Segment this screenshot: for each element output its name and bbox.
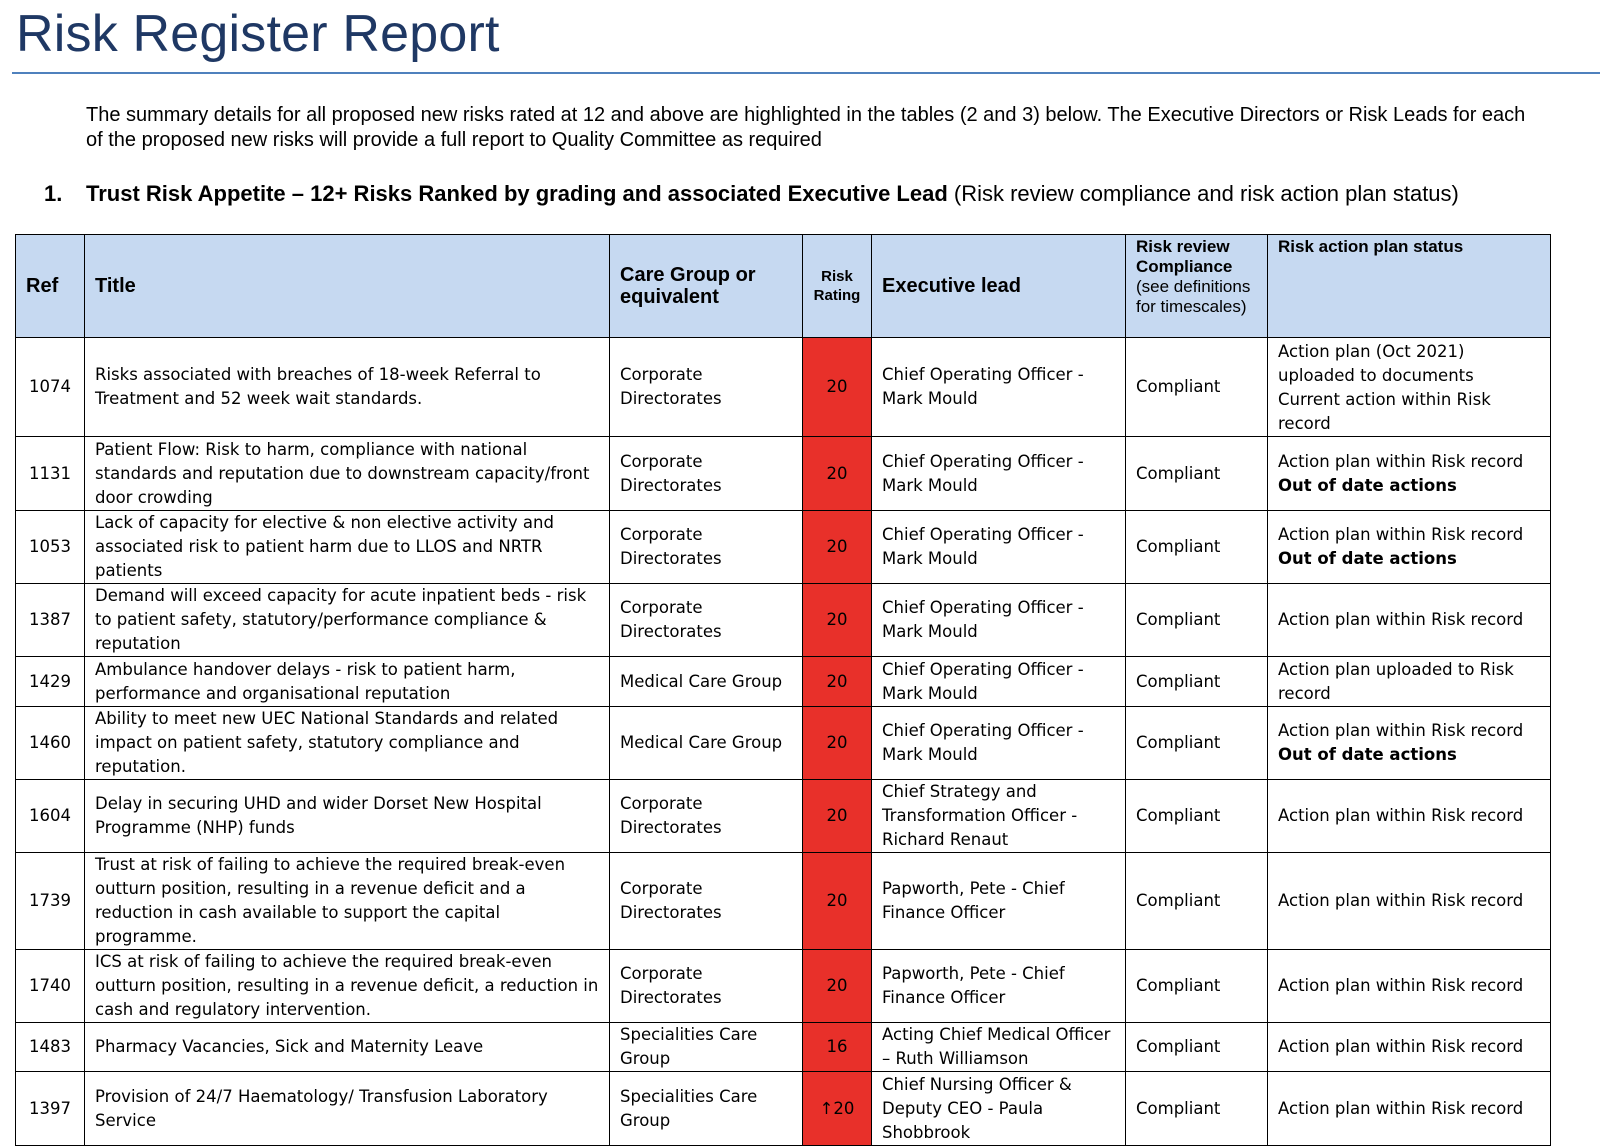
care-group: Specialities Care Group	[610, 1072, 803, 1146]
action-plan-status	[1268, 657, 1551, 707]
risk-rating: 20	[803, 657, 872, 707]
compliance-status: Compliant	[1126, 950, 1268, 1023]
risk-rating: ↑20	[803, 1072, 872, 1146]
action-plan-status	[1268, 853, 1551, 950]
table-row	[16, 707, 1551, 780]
care-group: Medical Care Group	[610, 707, 803, 780]
action-plan-status-line: Action plan within Risk record	[1278, 891, 1524, 910]
risk-rating: 20	[803, 338, 872, 437]
risk-title: Trust at risk of failing to achieve the required break-even outturn position, resulting in a revenue deficit and a reduction in cash available to support the capital programme.	[85, 853, 610, 950]
table-row	[16, 657, 1551, 707]
action-plan-status-line: Action plan within Risk record	[1278, 976, 1524, 995]
action-plan-status-line: Action plan within Risk record	[1278, 451, 1524, 471]
action-plan-status-line: Current action within Risk record	[1278, 390, 1491, 433]
action-plan-status-line: Action plan within Risk record	[1278, 721, 1524, 740]
risk-rating: 20	[803, 707, 872, 780]
risk-rating: 20	[803, 950, 872, 1023]
care-group: Corporate Directorates	[610, 338, 803, 437]
executive-lead: Chief Operating Officer - Mark Mould	[872, 657, 1126, 707]
care-group: Corporate Directorates	[610, 853, 803, 950]
care-group: Corporate Directorates	[610, 950, 803, 1023]
risk-ref: 1429	[16, 657, 85, 707]
action-plan-status-line: Action plan within Risk record	[1278, 610, 1524, 629]
executive-lead: Chief Operating Officer - Mark Mould	[872, 707, 1126, 780]
section-heading	[44, 180, 1604, 208]
table-row	[16, 338, 1551, 437]
action-plan-status	[1268, 338, 1551, 437]
risk-rating: 20	[803, 437, 872, 511]
intro-paragraph: The summary details for all proposed new risks rated at 12 and above are highlighted in the tables (2 and 3) below. The Executive Directors or Risk Leads for each of the proposed new risks will provide a full report to Quality Committee as required	[86, 104, 1526, 151]
risk-title: Demand will exceed capacity for acute inpatient beds - risk to patient safety, statutory/performance compliance & reputation	[85, 584, 610, 657]
out-of-date-flag: Out of date actions	[1278, 745, 1457, 764]
risk-title: Ambulance handover delays - risk to patient harm, performance and organisational reputation	[85, 657, 610, 707]
section-title: Trust Risk Appetite – 12+ Risks Ranked by grading and associated Executive Lead	[86, 181, 948, 206]
executive-lead: Chief Nursing Officer & Deputy CEO - Paula Shobbrook	[872, 1072, 1126, 1146]
compliance-status: Compliant	[1126, 338, 1268, 437]
action-plan-status	[1268, 950, 1551, 1023]
table-row	[16, 1023, 1551, 1072]
action-plan-status	[1268, 707, 1551, 780]
care-group: Corporate Directorates	[610, 584, 803, 657]
risk-ref: 1740	[16, 950, 85, 1023]
compliance-status: Compliant	[1126, 584, 1268, 657]
page-title: Risk Register Report	[16, 5, 500, 63]
header-compliance-note: (see definitions for timescales)	[1136, 277, 1251, 316]
risk-ref: 1053	[16, 511, 85, 584]
header-compliance-label: Risk review Compliance	[1136, 237, 1233, 276]
table-row	[16, 853, 1551, 950]
care-group: Corporate Directorates	[610, 780, 803, 853]
care-group: Corporate Directorates	[610, 437, 803, 511]
risk-title: ICS at risk of failing to achieve the required break-even outturn position, resulting in a revenue deficit, a reduction in cash and regulatory intervention.	[85, 950, 610, 1023]
out-of-date-flag: Out of date actions	[1278, 475, 1457, 495]
risk-rating: 20	[803, 511, 872, 584]
compliance-status: Compliant	[1126, 511, 1268, 584]
action-plan-status-line: Action plan within Risk record	[1278, 1037, 1524, 1056]
action-plan-status	[1268, 584, 1551, 657]
executive-lead: Chief Operating Officer - Mark Mould	[872, 584, 1126, 657]
table-row	[16, 584, 1551, 657]
executive-lead: Chief Operating Officer - Mark Mould	[872, 511, 1126, 584]
header-executive-lead: Executive lead	[872, 235, 1126, 338]
risk-ref: 1739	[16, 853, 85, 950]
section-number: 1.	[44, 181, 63, 206]
executive-lead: Papworth, Pete - Chief Finance Officer	[872, 853, 1126, 950]
title-divider	[12, 72, 1600, 74]
risk-ref: 1460	[16, 707, 85, 780]
risk-title: Patient Flow: Risk to harm, compliance with national standards and reputation due to downstream capacity/front door crowding	[85, 437, 610, 511]
risk-ref: 1483	[16, 1023, 85, 1072]
risk-rating: 20	[803, 853, 872, 950]
out-of-date-flag: Out of date actions	[1278, 549, 1457, 568]
action-plan-status	[1268, 1072, 1551, 1146]
risk-rating: 20	[803, 780, 872, 853]
action-plan-status	[1268, 437, 1551, 511]
executive-lead: Acting Chief Medical Officer – Ruth Williamson	[872, 1023, 1126, 1072]
risk-ref: 1074	[16, 338, 85, 437]
action-plan-status	[1268, 511, 1551, 584]
compliance-status: Compliant	[1126, 707, 1268, 780]
table-row	[16, 511, 1551, 584]
risk-title: Delay in securing UHD and wider Dorset New Hospital Programme (NHP) funds	[85, 780, 610, 853]
care-group: Specialities Care Group	[610, 1023, 803, 1072]
action-plan-status-line: Action plan within Risk record	[1278, 1098, 1524, 1118]
header-risk-rating-line1: Risk	[821, 268, 853, 285]
risk-title: Lack of capacity for elective & non elective activity and associated risk to patient harm due to LLOS and NRTR patients	[85, 511, 610, 584]
action-plan-status	[1268, 780, 1551, 853]
risk-rating: 16	[803, 1023, 872, 1072]
header-ref: Ref	[16, 235, 85, 338]
action-plan-status-line: Action plan within Risk record	[1278, 525, 1524, 544]
action-plan-status	[1268, 1023, 1551, 1072]
table-row	[16, 1072, 1551, 1146]
compliance-status: Compliant	[1126, 853, 1268, 950]
section-subtitle: (Risk review compliance and risk action plan status)	[947, 181, 1459, 206]
header-title: Title	[85, 235, 610, 338]
header-care-group: Care Group or equivalent	[610, 235, 803, 338]
table-header-row	[16, 235, 1551, 338]
executive-lead: Chief Operating Officer - Mark Mould	[872, 338, 1126, 437]
executive-lead: Papworth, Pete - Chief Finance Officer	[872, 950, 1126, 1023]
risk-ref: 1604	[16, 780, 85, 853]
table-row	[16, 780, 1551, 853]
executive-lead: Chief Operating Officer - Mark Mould	[872, 437, 1126, 511]
table-row	[16, 950, 1551, 1023]
compliance-status: Compliant	[1126, 1023, 1268, 1072]
action-plan-status-line: Action plan uploaded to Risk record	[1278, 659, 1514, 703]
risk-ref: 1131	[16, 437, 85, 511]
action-plan-status-line: Action plan within Risk record	[1278, 806, 1524, 825]
risk-title: Pharmacy Vacancies, Sick and Maternity Leave	[85, 1023, 610, 1072]
care-group: Medical Care Group	[610, 657, 803, 707]
header-compliance	[1126, 235, 1268, 338]
risk-title: Ability to meet new UEC National Standards and related impact on patient safety, statutory compliance and reputation.	[85, 707, 610, 780]
compliance-status: Compliant	[1126, 437, 1268, 511]
care-group: Corporate Directorates	[610, 511, 803, 584]
risk-rating: 20	[803, 584, 872, 657]
risk-title: Risks associated with breaches of 18-week Referral to Treatment and 52 week wait standards.	[85, 338, 610, 437]
action-plan-status-line: Action plan (Oct 2021) uploaded to documents	[1278, 342, 1474, 385]
compliance-status: Compliant	[1126, 657, 1268, 707]
risk-title: Provision of 24/7 Haematology/ Transfusion Laboratory Service	[85, 1072, 610, 1146]
header-action-plan-status: Risk action plan status	[1268, 235, 1551, 338]
executive-lead: Chief Strategy and Transformation Officer - Richard Renaut	[872, 780, 1126, 853]
header-risk-rating	[803, 235, 872, 338]
table-body	[16, 338, 1551, 1146]
compliance-status: Compliant	[1126, 780, 1268, 853]
risk-ref: 1397	[16, 1072, 85, 1146]
risk-ref: 1387	[16, 584, 85, 657]
risk-register-table	[15, 234, 1551, 1146]
compliance-status: Compliant	[1126, 1072, 1268, 1146]
table-row	[16, 437, 1551, 511]
header-risk-rating-line2: Rating	[813, 287, 861, 304]
